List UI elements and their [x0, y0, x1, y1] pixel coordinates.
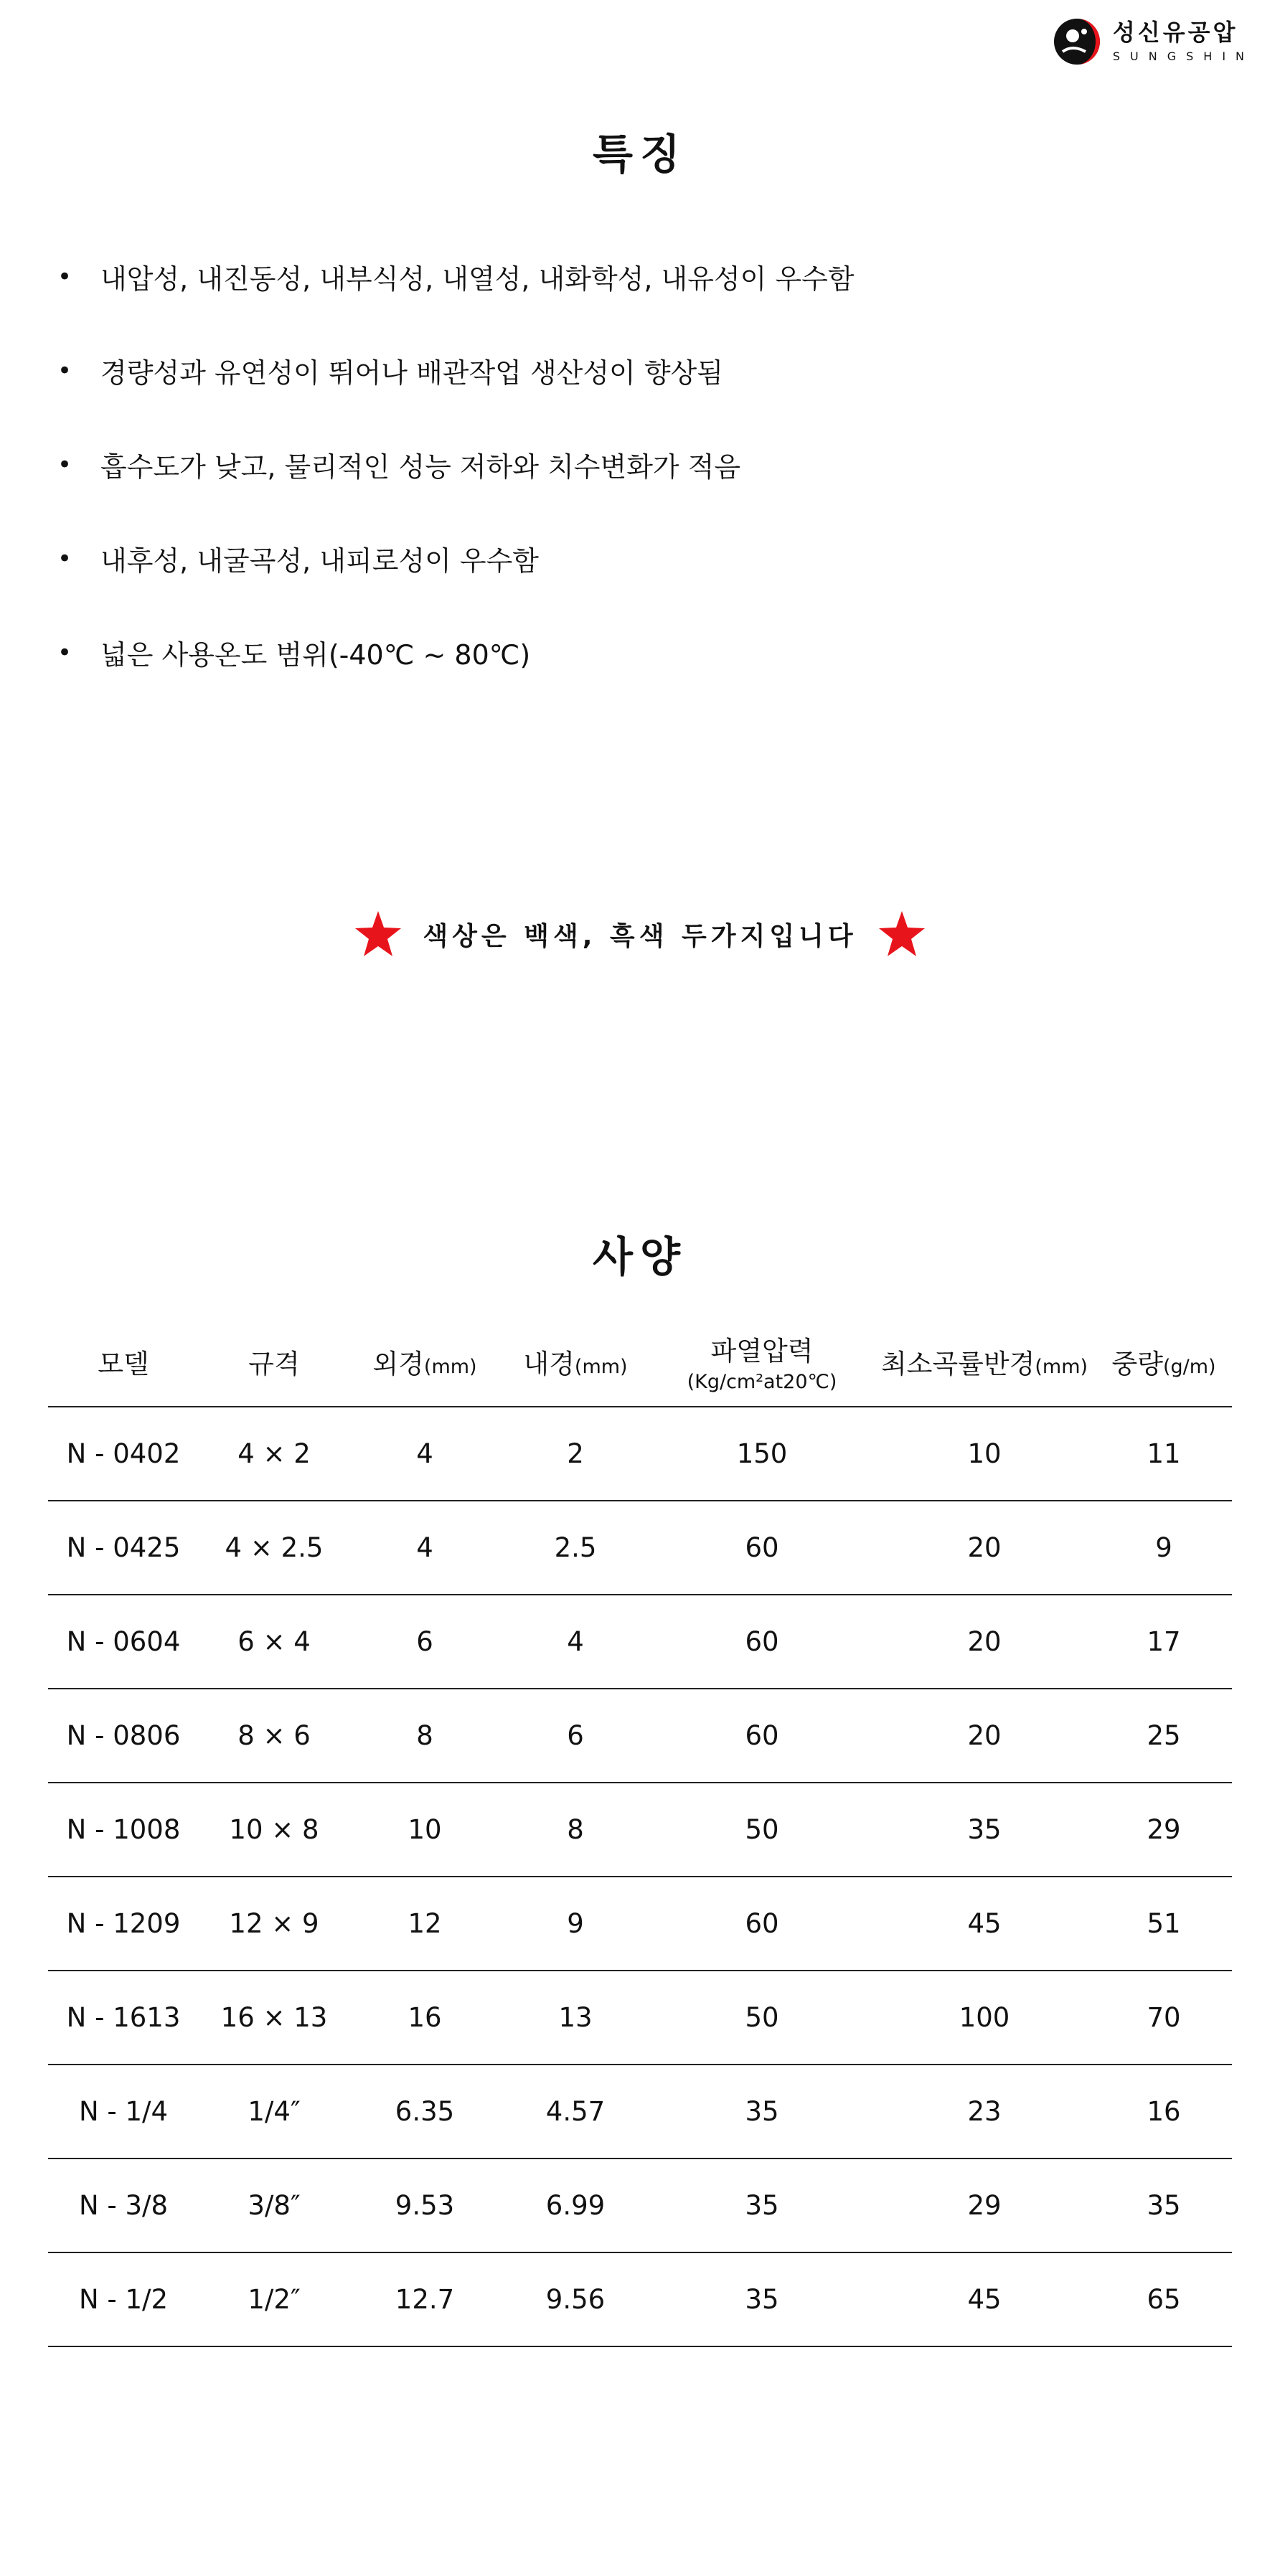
cell-model: N - 1613 [48, 1971, 199, 2065]
table-row [48, 2252, 1232, 2346]
cell-model: N - 1008 [48, 1783, 199, 1877]
cell-burst: 50 [651, 1783, 873, 1877]
color-notice [0, 910, 1280, 958]
cell-model: N - 1/4 [48, 2065, 199, 2159]
cell-model: N - 3/8 [48, 2159, 199, 2252]
header-size-label: 규격 [248, 1348, 300, 1379]
header-od-unit: (mm) [423, 1355, 477, 1378]
cell-weight: 35 [1096, 2159, 1232, 2252]
header-bend-unit: (mm) [1035, 1355, 1088, 1378]
header-model-label: 모델 [98, 1348, 149, 1379]
header-weight-unit: (g/m) [1162, 1355, 1216, 1378]
header-bend-label: 최소곡률반경 [880, 1348, 1035, 1379]
table-row [48, 1689, 1232, 1783]
cell-bend: 35 [873, 1783, 1096, 1877]
bullet-icon: • [57, 544, 72, 573]
feature-text: 흡수도가 낮고, 물리적인 성능 저하와 치수변화가 적음 [100, 451, 741, 483]
logo-mark-icon [1051, 16, 1103, 67]
table-row [48, 1407, 1232, 1501]
cell-weight: 65 [1096, 2252, 1232, 2346]
bullet-icon: • [57, 262, 72, 291]
cell-od: 12.7 [349, 2252, 500, 2346]
header-id-unit: (mm) [574, 1355, 628, 1378]
header-outer-diameter [349, 1316, 500, 1407]
cell-burst: 60 [651, 1595, 873, 1689]
cell-id: 8 [500, 1783, 651, 1877]
bullet-icon: • [57, 356, 72, 385]
cell-model: N - 1/2 [48, 2252, 199, 2346]
header-inner-diameter [500, 1316, 651, 1407]
cell-weight: 9 [1096, 1501, 1232, 1595]
table-row [48, 1971, 1232, 2065]
star-icon [354, 910, 403, 958]
cell-bend: 23 [873, 2065, 1096, 2159]
cell-od: 6 [349, 1595, 500, 1689]
bullet-icon: • [57, 450, 72, 479]
cell-weight: 70 [1096, 1971, 1232, 2065]
cell-size: 8 × 6 [199, 1689, 349, 1783]
feature-text: 넓은 사용온도 범위(-40℃ ~ 80℃) [100, 639, 531, 671]
cell-burst: 50 [651, 1971, 873, 2065]
cell-id: 6.99 [500, 2159, 651, 2252]
cell-burst: 150 [651, 1407, 873, 1501]
table-row [48, 1877, 1232, 1971]
cell-size: 4 × 2 [199, 1407, 349, 1501]
cell-size: 10 × 8 [199, 1783, 349, 1877]
logo-text [1113, 21, 1254, 62]
notice-text: 색상은 백색, 흑색 두가지입니다 [423, 921, 857, 951]
cell-weight: 25 [1096, 1689, 1232, 1783]
cell-od: 4 [349, 1407, 500, 1501]
cell-burst: 60 [651, 1877, 873, 1971]
cell-od: 8 [349, 1689, 500, 1783]
cell-id: 6 [500, 1689, 651, 1783]
feature-item [57, 417, 855, 511]
cell-model: N - 0425 [48, 1501, 199, 1595]
cell-bend: 20 [873, 1595, 1096, 1689]
cell-bend: 20 [873, 1501, 1096, 1595]
cell-size: 3/8″ [199, 2159, 349, 2252]
cell-od: 12 [349, 1877, 500, 1971]
logo-name: 성신유공압 [1112, 19, 1238, 46]
header-weight-label: 중량 [1111, 1348, 1163, 1379]
table-header-row [48, 1316, 1232, 1407]
cell-burst: 35 [651, 2065, 873, 2159]
cell-bend: 29 [873, 2159, 1096, 2252]
feature-item [57, 230, 855, 324]
cell-od: 6.35 [349, 2065, 500, 2159]
header-burst-pressure [651, 1316, 873, 1407]
cell-id: 9 [500, 1877, 651, 1971]
cell-id: 4.57 [500, 2065, 651, 2159]
cell-weight: 29 [1096, 1783, 1232, 1877]
header-id-label: 내경 [523, 1348, 575, 1379]
cell-bend: 10 [873, 1407, 1096, 1501]
feature-text: 내압성, 내진동성, 내부식성, 내열성, 내화학성, 내유성이 우수함 [100, 263, 855, 295]
cell-id: 13 [500, 1971, 651, 2065]
bullet-icon: • [57, 638, 72, 667]
cell-weight: 17 [1096, 1595, 1232, 1689]
cell-burst: 35 [651, 2159, 873, 2252]
header-weight [1096, 1316, 1232, 1407]
feature-item [57, 605, 855, 699]
cell-size: 1/4″ [199, 2065, 349, 2159]
cell-weight: 11 [1096, 1407, 1232, 1501]
logo-sub: SUNGSHIN [1112, 49, 1254, 63]
spec-table-body [48, 1407, 1232, 2346]
specs-title: 사양 [592, 1232, 688, 1281]
cell-model: N - 1209 [48, 1877, 199, 1971]
feature-item [57, 324, 855, 417]
feature-list [57, 230, 855, 699]
cell-size: 4 × 2.5 [199, 1501, 349, 1595]
header-bend-radius [873, 1316, 1096, 1407]
cell-od: 9.53 [349, 2159, 500, 2252]
cell-model: N - 0604 [48, 1595, 199, 1689]
table-row [48, 2159, 1232, 2252]
cell-size: 6 × 4 [199, 1595, 349, 1689]
cell-size: 16 × 13 [199, 1971, 349, 2065]
cell-id: 9.56 [500, 2252, 651, 2346]
cell-weight: 16 [1096, 2065, 1232, 2159]
cell-od: 16 [349, 1971, 500, 2065]
header-burst-label: 파열압력 [710, 1336, 814, 1367]
cell-size: 12 × 9 [199, 1877, 349, 1971]
star-icon [877, 910, 926, 958]
cell-od: 10 [349, 1783, 500, 1877]
cell-id: 4 [500, 1595, 651, 1689]
feature-text: 경량성과 유연성이 뛰어나 배관작업 생산성이 향상됨 [100, 357, 723, 389]
features-title: 특징 [592, 130, 688, 179]
table-row [48, 2065, 1232, 2159]
table-row [48, 1501, 1232, 1595]
cell-model: N - 0806 [48, 1689, 199, 1783]
cell-model: N - 0402 [48, 1407, 199, 1501]
cell-burst: 35 [651, 2252, 873, 2346]
feature-item [57, 511, 855, 605]
cell-id: 2 [500, 1407, 651, 1501]
table-row [48, 1595, 1232, 1689]
cell-od: 4 [349, 1501, 500, 1595]
header-od-label: 외경 [372, 1348, 424, 1379]
feature-text: 내후성, 내굴곡성, 내피로성이 우수함 [100, 545, 540, 577]
table-row [48, 1783, 1232, 1877]
cell-bend: 45 [873, 1877, 1096, 1971]
cell-bend: 100 [873, 1971, 1096, 2065]
header-burst-unit: (Kg/cm²at20℃) [687, 1371, 837, 1393]
cell-weight: 51 [1096, 1877, 1232, 1971]
cell-size: 1/2″ [199, 2252, 349, 2346]
cell-bend: 20 [873, 1689, 1096, 1783]
cell-id: 2.5 [500, 1501, 651, 1595]
cell-burst: 60 [651, 1689, 873, 1783]
cell-burst: 60 [651, 1501, 873, 1595]
header-size [199, 1316, 349, 1407]
header-model [48, 1316, 199, 1407]
brand-logo [1051, 16, 1254, 67]
cell-bend: 45 [873, 2252, 1096, 2346]
spec-table [48, 1316, 1232, 2347]
